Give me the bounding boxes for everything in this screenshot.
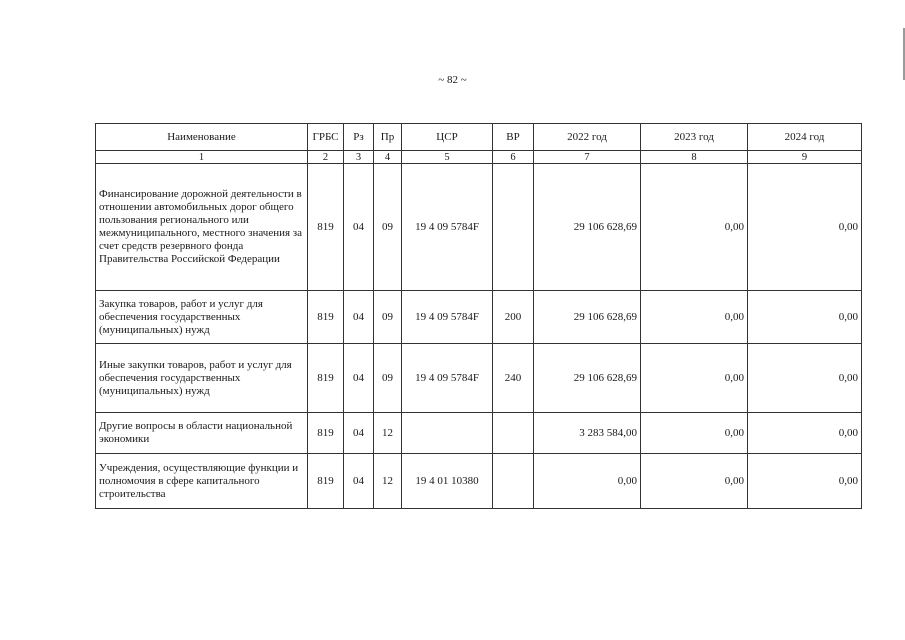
budget-table bbox=[95, 123, 862, 509]
row-vr: 200 bbox=[493, 291, 534, 344]
row-csr: 19 4 01 10380 bbox=[402, 454, 493, 509]
table-row bbox=[96, 413, 862, 454]
row-rz: 04 bbox=[344, 291, 374, 344]
row-pr: 12 bbox=[374, 454, 402, 509]
column-number: 5 bbox=[402, 151, 493, 164]
row-grbs: 819 bbox=[308, 454, 344, 509]
column-number: 6 bbox=[493, 151, 534, 164]
header-grbs: ГРБС bbox=[308, 124, 344, 151]
row-2023: 0,00 bbox=[641, 291, 748, 344]
column-number: 4 bbox=[374, 151, 402, 164]
row-2022: 0,00 bbox=[534, 454, 641, 509]
row-2024: 0,00 bbox=[748, 413, 862, 454]
row-2024: 0,00 bbox=[748, 454, 862, 509]
table-row bbox=[96, 164, 862, 291]
header-2024: 2024 год bbox=[748, 124, 862, 151]
row-2024: 0,00 bbox=[748, 344, 862, 413]
row-rz: 04 bbox=[344, 454, 374, 509]
column-number: 7 bbox=[534, 151, 641, 164]
row-2024: 0,00 bbox=[748, 164, 862, 291]
header-rz: Рз bbox=[344, 124, 374, 151]
table-column-numbers-row bbox=[96, 151, 862, 164]
row-vr bbox=[493, 164, 534, 291]
table-row bbox=[96, 291, 862, 344]
column-number: 8 bbox=[641, 151, 748, 164]
row-2023: 0,00 bbox=[641, 344, 748, 413]
page-number: ~ 82 ~ bbox=[438, 74, 467, 86]
row-grbs: 819 bbox=[308, 344, 344, 413]
row-grbs: 819 bbox=[308, 164, 344, 291]
row-rz: 04 bbox=[344, 164, 374, 291]
row-2023: 0,00 bbox=[641, 413, 748, 454]
header-csr: ЦСР bbox=[402, 124, 493, 151]
row-name: Финансирование дорожной деятельности в отношении автомобильных дорог общего пользования регионального или межмуниципального, местного значения за счет средств резервного фонда Правительства Российской Федерации bbox=[96, 164, 308, 291]
header-pr: Пр bbox=[374, 124, 402, 151]
row-pr: 09 bbox=[374, 291, 402, 344]
row-2022: 29 106 628,69 bbox=[534, 291, 641, 344]
row-2022: 29 106 628,69 bbox=[534, 344, 641, 413]
row-csr: 19 4 09 5784F bbox=[402, 291, 493, 344]
row-vr bbox=[493, 454, 534, 509]
header-2022: 2022 год bbox=[534, 124, 641, 151]
row-grbs: 819 bbox=[308, 413, 344, 454]
column-number: 1 bbox=[96, 151, 308, 164]
row-rz: 04 bbox=[344, 344, 374, 413]
column-number: 3 bbox=[344, 151, 374, 164]
row-pr: 09 bbox=[374, 164, 402, 291]
column-number: 2 bbox=[308, 151, 344, 164]
row-grbs: 819 bbox=[308, 291, 344, 344]
header-vr: ВР bbox=[493, 124, 534, 151]
column-number: 9 bbox=[748, 151, 862, 164]
row-2024: 0,00 bbox=[748, 291, 862, 344]
row-csr: 19 4 09 5784F bbox=[402, 164, 493, 291]
table-row bbox=[96, 344, 862, 413]
row-vr: 240 bbox=[493, 344, 534, 413]
row-name: Закупка товаров, работ и услуг для обеспечения государственных (муниципальных) нужд bbox=[96, 291, 308, 344]
row-csr: 19 4 09 5784F bbox=[402, 344, 493, 413]
row-vr bbox=[493, 413, 534, 454]
row-pr: 12 bbox=[374, 413, 402, 454]
row-csr bbox=[402, 413, 493, 454]
table-header-row bbox=[96, 124, 862, 151]
row-rz: 04 bbox=[344, 413, 374, 454]
row-name: Учреждения, осуществляющие функции и полномочия в сфере капитального строительства bbox=[96, 454, 308, 509]
row-2022: 29 106 628,69 bbox=[534, 164, 641, 291]
row-2023: 0,00 bbox=[641, 454, 748, 509]
row-2023: 0,00 bbox=[641, 164, 748, 291]
row-name: Другие вопросы в области национальной экономики bbox=[96, 413, 308, 454]
table-row bbox=[96, 454, 862, 509]
header-name: Наименование bbox=[96, 124, 308, 151]
row-2022: 3 283 584,00 bbox=[534, 413, 641, 454]
row-name: Иные закупки товаров, работ и услуг для обеспечения государственных (муниципальных) нужд bbox=[96, 344, 308, 413]
header-2023: 2023 год bbox=[641, 124, 748, 151]
row-pr: 09 bbox=[374, 344, 402, 413]
